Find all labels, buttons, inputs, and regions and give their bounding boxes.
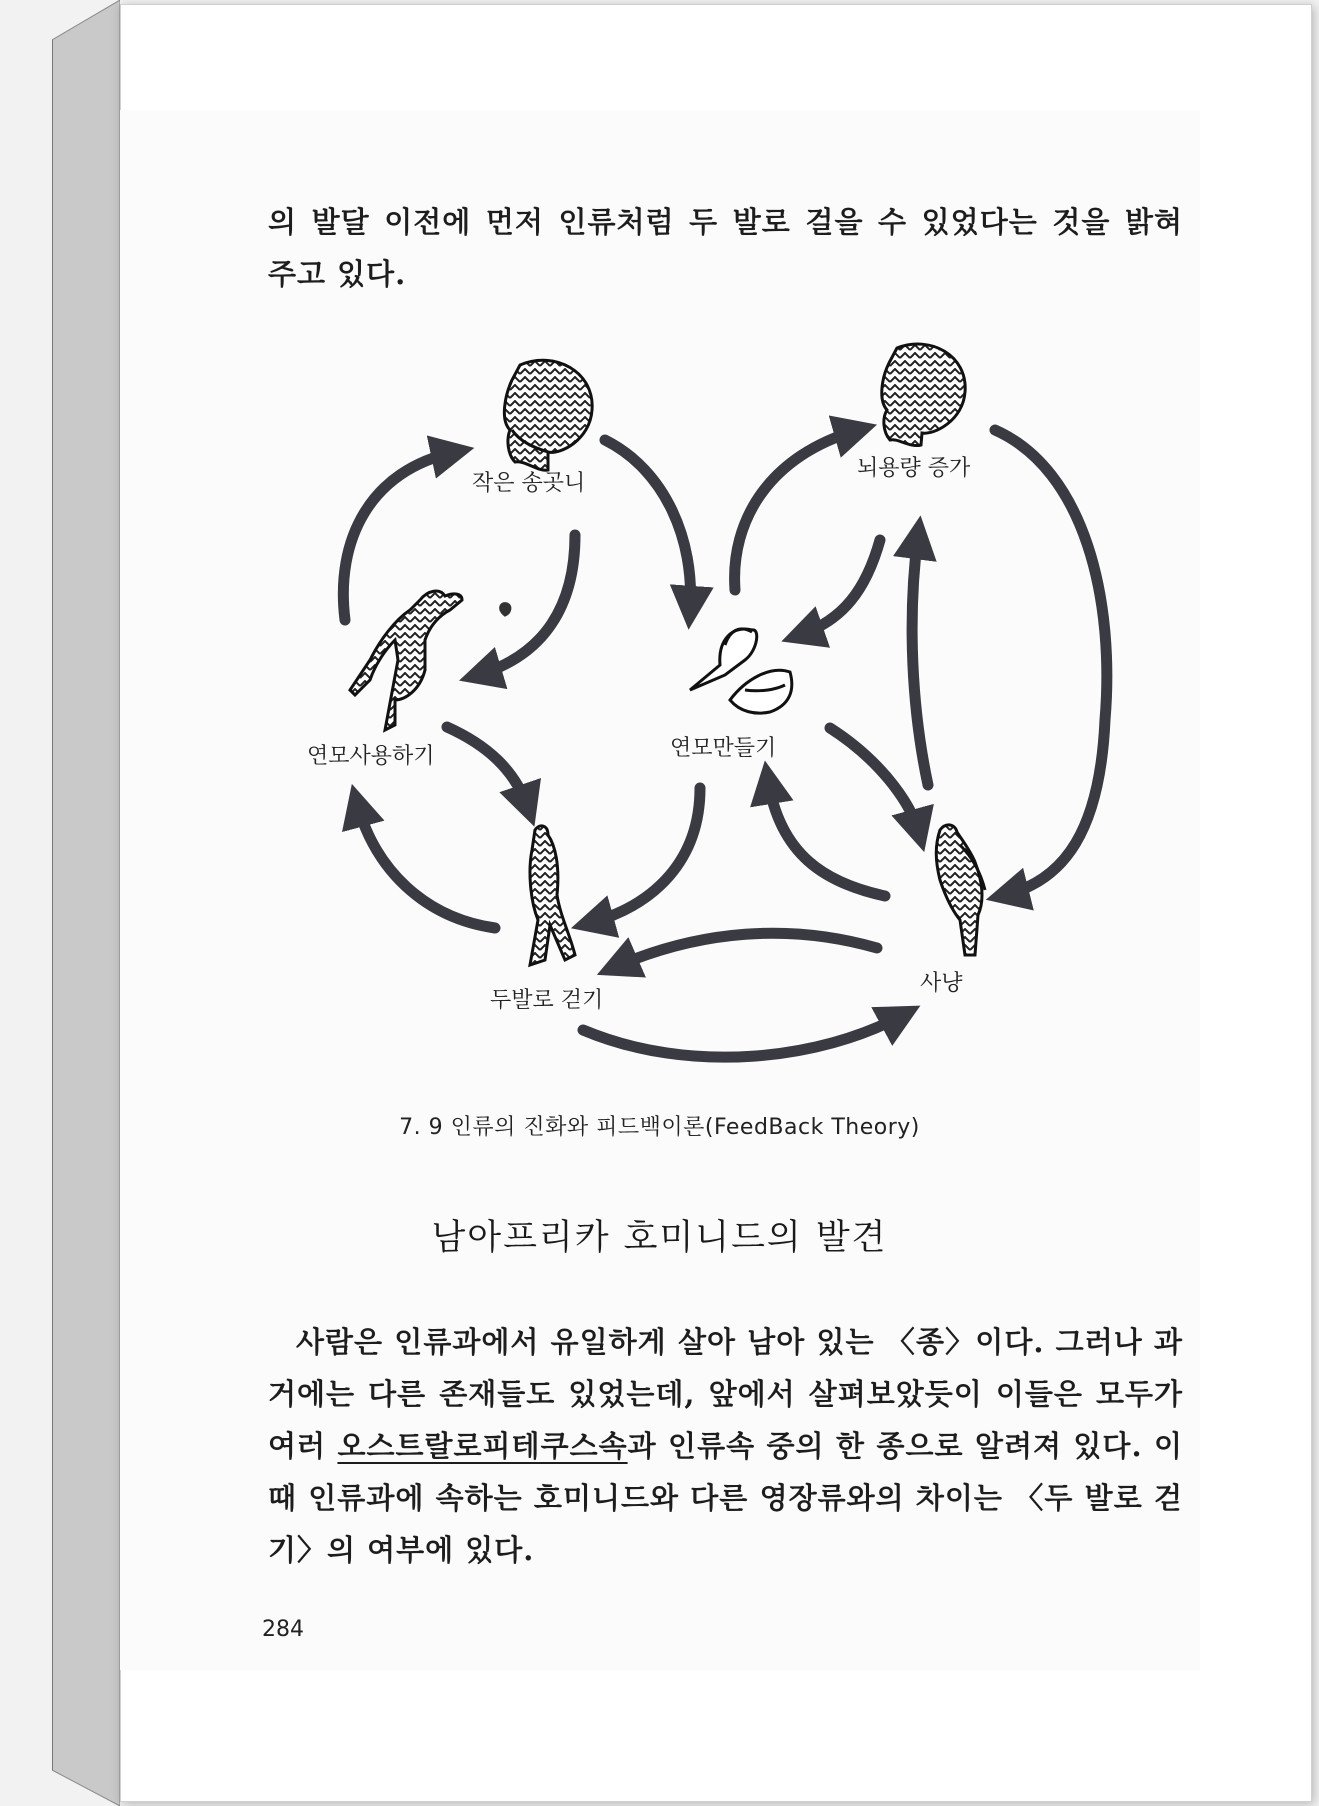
intro-paragraph: 의 발달 이전에 먼저 인류처럼 두 발로 걸을 수 있었다는 것을 밝혀 주고 있다.: [268, 205, 1183, 291]
label-bipedal: 두발로 걷기: [490, 988, 604, 1013]
human-walking-icon: [530, 826, 575, 965]
label-tool-use: 연모사용하기: [307, 744, 435, 769]
arrow-hunting-to-bipedal: [615, 933, 877, 967]
body-paragraph: [268, 1316, 1183, 1576]
skull-icon-left: [504, 360, 592, 470]
arrow-toolmaking-to-brain: [735, 430, 858, 590]
label-small-canine: 작은 송곳니: [472, 471, 586, 496]
underlined-term: 오스트랄로피테쿠스속: [337, 1429, 628, 1463]
arrow-bipedal-to-hunting: [583, 1015, 903, 1057]
arrow-hunting-to-brain: [912, 535, 928, 785]
arrow-tooluse-to-bipedal: [447, 727, 528, 808]
arrow-toolmaking-to-hunting: [830, 728, 919, 833]
arrow-bipedal-to-tooluse: [357, 803, 495, 928]
arrow-hunting-to-toolmaking: [768, 780, 885, 896]
label-brain-increase: 뇌용량 증가: [857, 456, 971, 481]
hands-icon: [501, 604, 792, 713]
label-hunting: 사냥: [920, 971, 963, 996]
label-tool-making: 연모만들기: [670, 736, 777, 761]
arrow-canine-to-toolmaking: [605, 440, 691, 610]
arrow-brain-to-toolmaking: [800, 540, 880, 635]
arrow-toolmaking-to-bipedal: [590, 788, 700, 923]
section-heading: 남아프리카 호미니드의 발견: [431, 1218, 888, 1258]
page-number: 284: [262, 1617, 304, 1642]
skull-icon-right: [882, 344, 965, 446]
human-hunter-icon: [936, 825, 985, 955]
body-text-part2: 과 인류속 중의 한 종으로 알려져 있다. 이때 인류과에 속하는 호미니드와 다른 영장류와의 차이는 〈두 발로 걷기〉의 여부에 있다.: [268, 1429, 1183, 1567]
human-throwing-icon: [350, 591, 462, 730]
arrow-brain-to-hunting: [995, 430, 1107, 895]
figure-caption: 7. 9 인류의 진화와 피드백이론(FeedBack Theory): [399, 1115, 920, 1140]
arrow-canine-to-tooluse: [478, 535, 575, 675]
body-text-part1: 사람은 인류과에서 유일하게 살아 남아 있는 〈종〉이다. 그러나 과거에는 다른 존재들도 있었는데, 앞에서 살펴보았듯이 이들은 모두가 여러: [268, 1325, 1183, 1463]
